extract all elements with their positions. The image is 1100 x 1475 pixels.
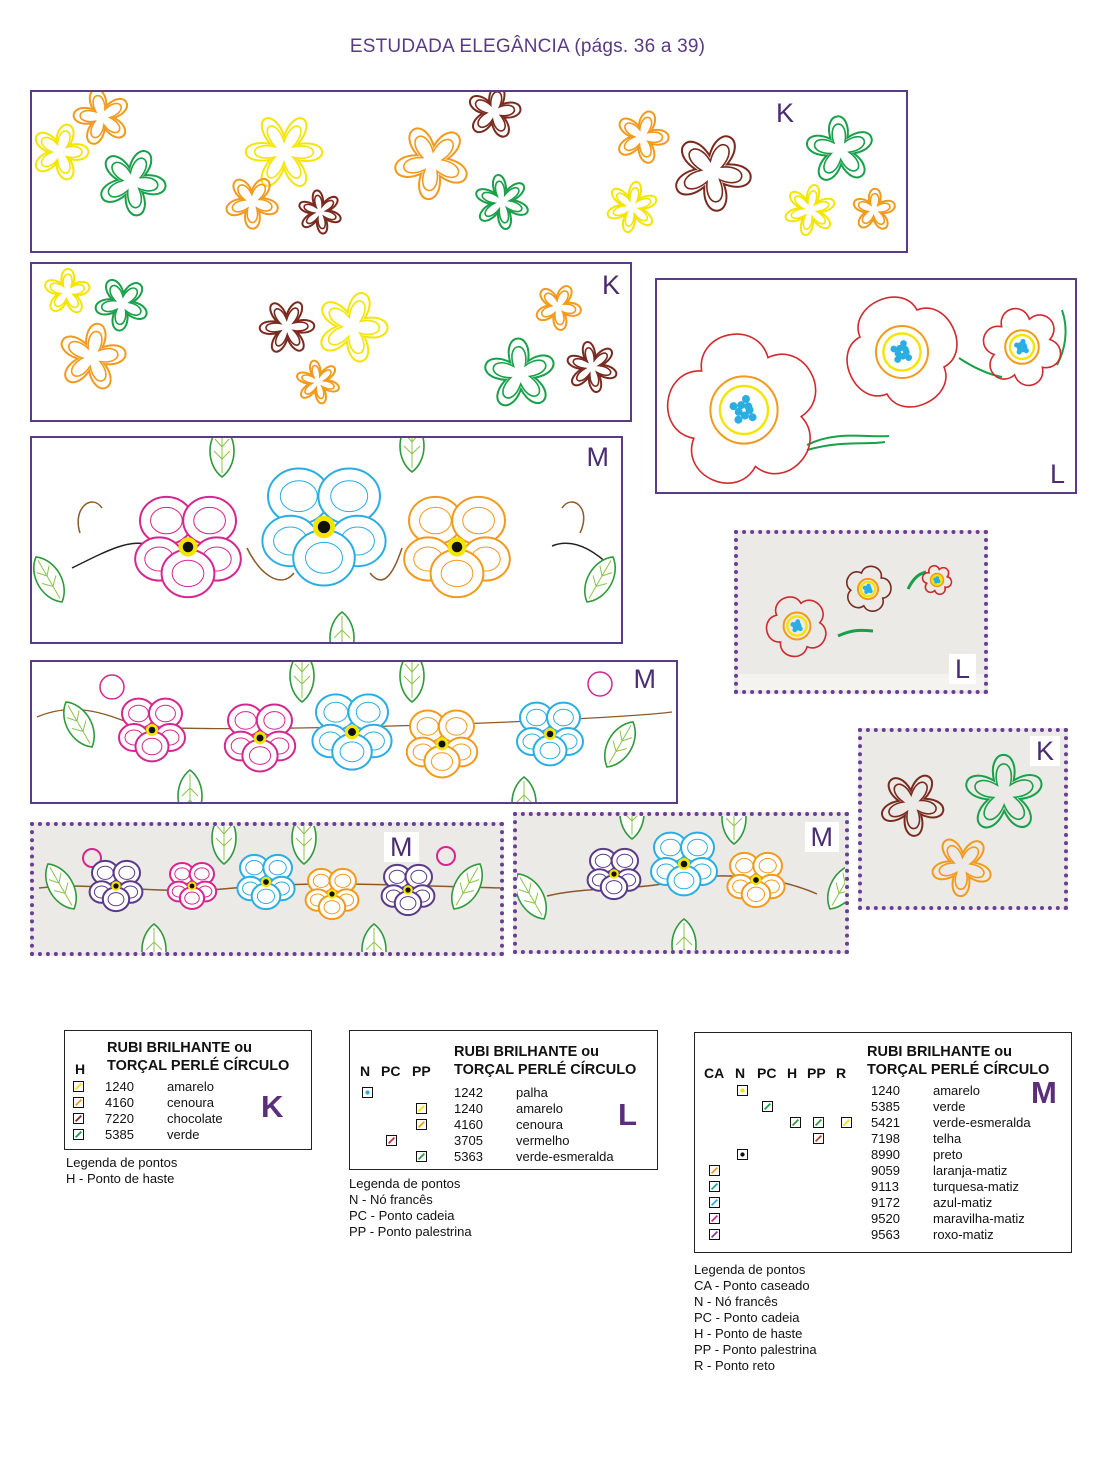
embroidered-flowers-l: [738, 534, 984, 690]
legend-l-title: RUBI BRILHANTE ou TORÇAL PERLÉ CÍRCULO: [454, 1044, 637, 1078]
legend-row: [695, 1195, 1071, 1211]
thread-name: amarelo: [933, 1083, 980, 1098]
pattern-k-second: [30, 262, 632, 422]
legend-m: [694, 1032, 1072, 1253]
legend-m-title: RUBI BRILHANTE ou TORÇAL PERLÉ CÍRCULO: [867, 1044, 1050, 1078]
legend-m-col-pc: PC: [757, 1065, 777, 1081]
flower-motif: [321, 293, 387, 361]
thread-code: 5421: [871, 1115, 900, 1130]
thread-code: 5363: [454, 1149, 483, 1164]
legend-row: [65, 1127, 311, 1143]
panel-label-l: L: [1049, 459, 1065, 489]
flower-motif: [62, 324, 126, 389]
flower-motif: [96, 280, 147, 331]
legend-m-col-r: R: [836, 1065, 847, 1081]
legend-row: [65, 1095, 311, 1111]
thread-name: cenoura: [167, 1095, 214, 1110]
thread-name: vermelho: [516, 1133, 570, 1148]
panel-label-l-photo: L: [949, 654, 976, 684]
thread-name: amarelo: [516, 1101, 563, 1116]
leaf-motif: [722, 816, 746, 844]
thread-code: 8990: [871, 1147, 900, 1162]
thread-name: verde: [167, 1127, 200, 1142]
legend-m-notes: Legenda de pontos CA - Ponto caseado N - Nó francês PC - Ponto cadeia H - Ponto de haste PP - Ponto palestrina R - Ponto reto: [694, 1262, 817, 1373]
flower-motif: [676, 136, 750, 210]
leaf-motif: [290, 662, 314, 702]
pansy-motif: [407, 711, 477, 778]
flower-motif: [476, 175, 527, 229]
legend-l: [349, 1030, 658, 1170]
thread-name: laranja-matiz: [933, 1163, 1008, 1178]
leaf-motif: [56, 696, 103, 753]
thread-swatch: [709, 1213, 720, 1224]
leaf-motif: [210, 438, 234, 477]
pansy-motif: [727, 853, 784, 907]
flower-pattern-k-second: [32, 264, 630, 420]
thread-code: 9520: [871, 1211, 900, 1226]
thread-code: 3705: [454, 1133, 483, 1148]
pansy-motif: [168, 863, 216, 909]
thread-code: 7198: [871, 1131, 900, 1146]
thread-name: roxo-matiz: [933, 1227, 994, 1242]
legend-k-title: RUBI BRILHANTE ou TORÇAL PERLÉ CÍRCULO: [107, 1040, 290, 1074]
embroidered-pansies-m-1: [34, 826, 500, 952]
flower-motif: [101, 151, 165, 215]
thread-swatch: [762, 1101, 773, 1112]
leaf-motif: [32, 551, 72, 608]
panel-label-m-photo-1: M: [384, 832, 419, 862]
leaf-motif: [512, 777, 536, 802]
flower-motif: [882, 776, 943, 836]
pansy-motif: [588, 849, 641, 899]
legend-l-letter: L: [618, 1097, 637, 1132]
thread-swatch: [73, 1081, 84, 1092]
thread-code: 9172: [871, 1195, 900, 1210]
thread-swatch: [737, 1085, 748, 1096]
thread-name: palha: [516, 1085, 548, 1100]
pattern-l: [655, 278, 1077, 494]
pansy-motif: [135, 497, 241, 597]
thread-swatch: [709, 1197, 720, 1208]
flower-motif: [807, 116, 872, 180]
thread-swatch: [73, 1113, 84, 1124]
legend-row: [350, 1149, 657, 1165]
thread-name: chocolate: [167, 1111, 223, 1126]
flower-motif: [45, 269, 89, 312]
flower-motif: [395, 128, 466, 199]
thread-swatch: [709, 1181, 720, 1192]
legend-row: [695, 1227, 1071, 1243]
flower-motif: [299, 190, 340, 233]
legend-row: [695, 1131, 1071, 1147]
legend-row: [695, 1115, 1071, 1131]
embroidered-pansies-m-2: [517, 816, 845, 950]
pansy-motif: [119, 699, 185, 762]
thread-code: 5385: [105, 1127, 134, 1142]
flower-motif: [767, 597, 826, 657]
pansy-motif: [517, 703, 583, 766]
thread-code: 5385: [871, 1099, 900, 1114]
flower-motif: [922, 566, 951, 595]
legend-m-col-h: H: [787, 1065, 798, 1081]
photo-l: [734, 530, 988, 694]
thread-swatch: [416, 1119, 427, 1130]
flower-pattern-l: [657, 280, 1075, 492]
thread-name: verde: [933, 1099, 966, 1114]
legend-row: [695, 1099, 1071, 1115]
thread-swatch: [737, 1149, 748, 1160]
page-title: ESTUDADA ELEGÂNCIA (págs. 36 a 39): [349, 36, 706, 57]
thread-name: cenoura: [516, 1117, 563, 1132]
thread-swatch: [73, 1129, 84, 1140]
pansy-motif: [225, 705, 295, 772]
thread-code: 1240: [871, 1083, 900, 1098]
thread-name: turquesa-matiz: [933, 1179, 1019, 1194]
thread-swatch: [416, 1103, 427, 1114]
legend-row: [350, 1085, 657, 1101]
thread-name: verde-esmeralda: [933, 1115, 1031, 1130]
panel-label-m-photo-2: M: [805, 822, 840, 852]
pattern-m-2: [30, 660, 678, 804]
leaf-motif: [400, 438, 424, 472]
leaf-motif: [178, 770, 202, 802]
thread-swatch: [813, 1133, 824, 1144]
legend-row: [695, 1147, 1071, 1163]
leaf-motif: [362, 924, 386, 952]
flower-motif: [227, 179, 278, 229]
flower-motif: [537, 286, 581, 330]
flower-motif: [297, 361, 339, 404]
flower-motif: [74, 92, 127, 144]
flower-motif: [246, 118, 322, 186]
legend-k-notes: Legenda de pontos H - Ponto de haste: [66, 1155, 178, 1186]
legend-row: [350, 1117, 657, 1133]
pansy-motif: [237, 855, 294, 909]
legend-k-letter: K: [261, 1089, 284, 1124]
flower-motif: [786, 185, 835, 235]
thread-code: 9113: [871, 1179, 899, 1194]
flower-motif: [854, 189, 895, 229]
leaf-motif: [577, 551, 621, 608]
thread-name: telha: [933, 1131, 962, 1146]
legend-row: [65, 1079, 311, 1095]
pansy-pattern-m-2: [32, 662, 676, 802]
flower-pattern-k-top: [32, 92, 906, 251]
thread-name: verde-esmeralda: [516, 1149, 614, 1164]
thread-name: preto: [933, 1147, 963, 1162]
thread-code: 7220: [105, 1111, 134, 1126]
leaf-motif: [597, 716, 644, 773]
thread-code: 1240: [105, 1079, 134, 1094]
pansy-motif: [651, 833, 717, 896]
thread-swatch: [790, 1117, 801, 1128]
thread-code: 9059: [871, 1163, 900, 1178]
thread-name: azul-matiz: [933, 1195, 993, 1210]
legend-l-notes: Legenda de pontos N - Nó francês PC - Ponto cadeia PP - Ponto palestrina: [349, 1176, 472, 1239]
legend-row: [695, 1083, 1071, 1099]
thread-swatch: [709, 1229, 720, 1240]
pansy-pattern-m-1: [32, 438, 621, 642]
thread-code: 1240: [454, 1101, 483, 1116]
legend-k: [64, 1030, 312, 1150]
legend-l-col-pp: PP: [412, 1063, 431, 1079]
leaf-motif: [820, 858, 845, 915]
thread-swatch: [813, 1117, 824, 1128]
thread-code: 9563: [871, 1227, 900, 1242]
flower-motif: [470, 92, 521, 137]
pansy-motif: [262, 468, 385, 585]
flower-motif: [36, 125, 89, 180]
thread-swatch: [416, 1151, 427, 1162]
legend-row: [695, 1163, 1071, 1179]
legend-m-col-ca: CA: [704, 1065, 725, 1081]
photo-m-1: [30, 822, 504, 956]
thread-swatch: [362, 1087, 373, 1098]
pattern-m-1: [30, 436, 623, 644]
flower-motif: [619, 112, 669, 163]
flower-motif: [933, 840, 991, 897]
flower-motif: [568, 342, 617, 392]
leaf-motif: [330, 612, 354, 642]
flower-motif: [485, 339, 553, 406]
photo-k: [858, 728, 1068, 910]
pansy-motif: [90, 861, 143, 911]
flower-motif: [668, 334, 816, 483]
flower-motif: [847, 566, 891, 611]
thread-name: amarelo: [167, 1079, 214, 1094]
leaf-motif: [672, 919, 696, 950]
pansy-motif: [306, 869, 359, 919]
legend-row: [350, 1133, 657, 1149]
pansy-motif: [312, 694, 391, 769]
pansy-motif: [404, 497, 510, 597]
legend-m-col-pp: PP: [807, 1065, 826, 1081]
legend-row: [65, 1111, 311, 1127]
leaf-motif: [212, 826, 236, 864]
legend-row: [350, 1101, 657, 1117]
legend-m-col-n: N: [735, 1065, 746, 1081]
leaf-motif: [517, 868, 554, 925]
leaf-motif: [620, 816, 644, 839]
legend-row: [695, 1179, 1071, 1195]
flower-motif: [608, 182, 657, 232]
leaf-motif: [142, 924, 166, 952]
leaf-motif: [292, 826, 316, 864]
thread-name: maravilha-matiz: [933, 1211, 1025, 1226]
thread-swatch: [709, 1165, 720, 1176]
legend-l-col-pc: PC: [381, 1063, 401, 1079]
thread-code: 1242: [454, 1085, 483, 1100]
photo-m-2: [513, 812, 849, 954]
leaf-motif: [400, 662, 424, 702]
pansy-motif: [382, 865, 435, 915]
flower-motif: [983, 309, 1060, 386]
legend-l-col-n: N: [360, 1063, 371, 1079]
legend-m-letter: M: [1031, 1075, 1057, 1110]
panel-label-m-2: M: [633, 664, 656, 694]
panel-label-k-photo: K: [1030, 736, 1060, 766]
legend-k-col-h: H: [75, 1061, 86, 1077]
panel-label-m-1: M: [586, 442, 609, 472]
thread-swatch: [73, 1097, 84, 1108]
thread-swatch: [841, 1117, 852, 1128]
panel-label-k-top: K: [775, 98, 794, 128]
legend-row: [695, 1211, 1071, 1227]
flower-motif: [260, 302, 315, 351]
thread-code: 4160: [105, 1095, 134, 1110]
panel-label-k-second: K: [601, 270, 620, 300]
thread-code: 4160: [454, 1117, 483, 1132]
flower-motif: [847, 297, 957, 407]
thread-swatch: [386, 1135, 397, 1146]
pattern-k-top: [30, 90, 908, 253]
